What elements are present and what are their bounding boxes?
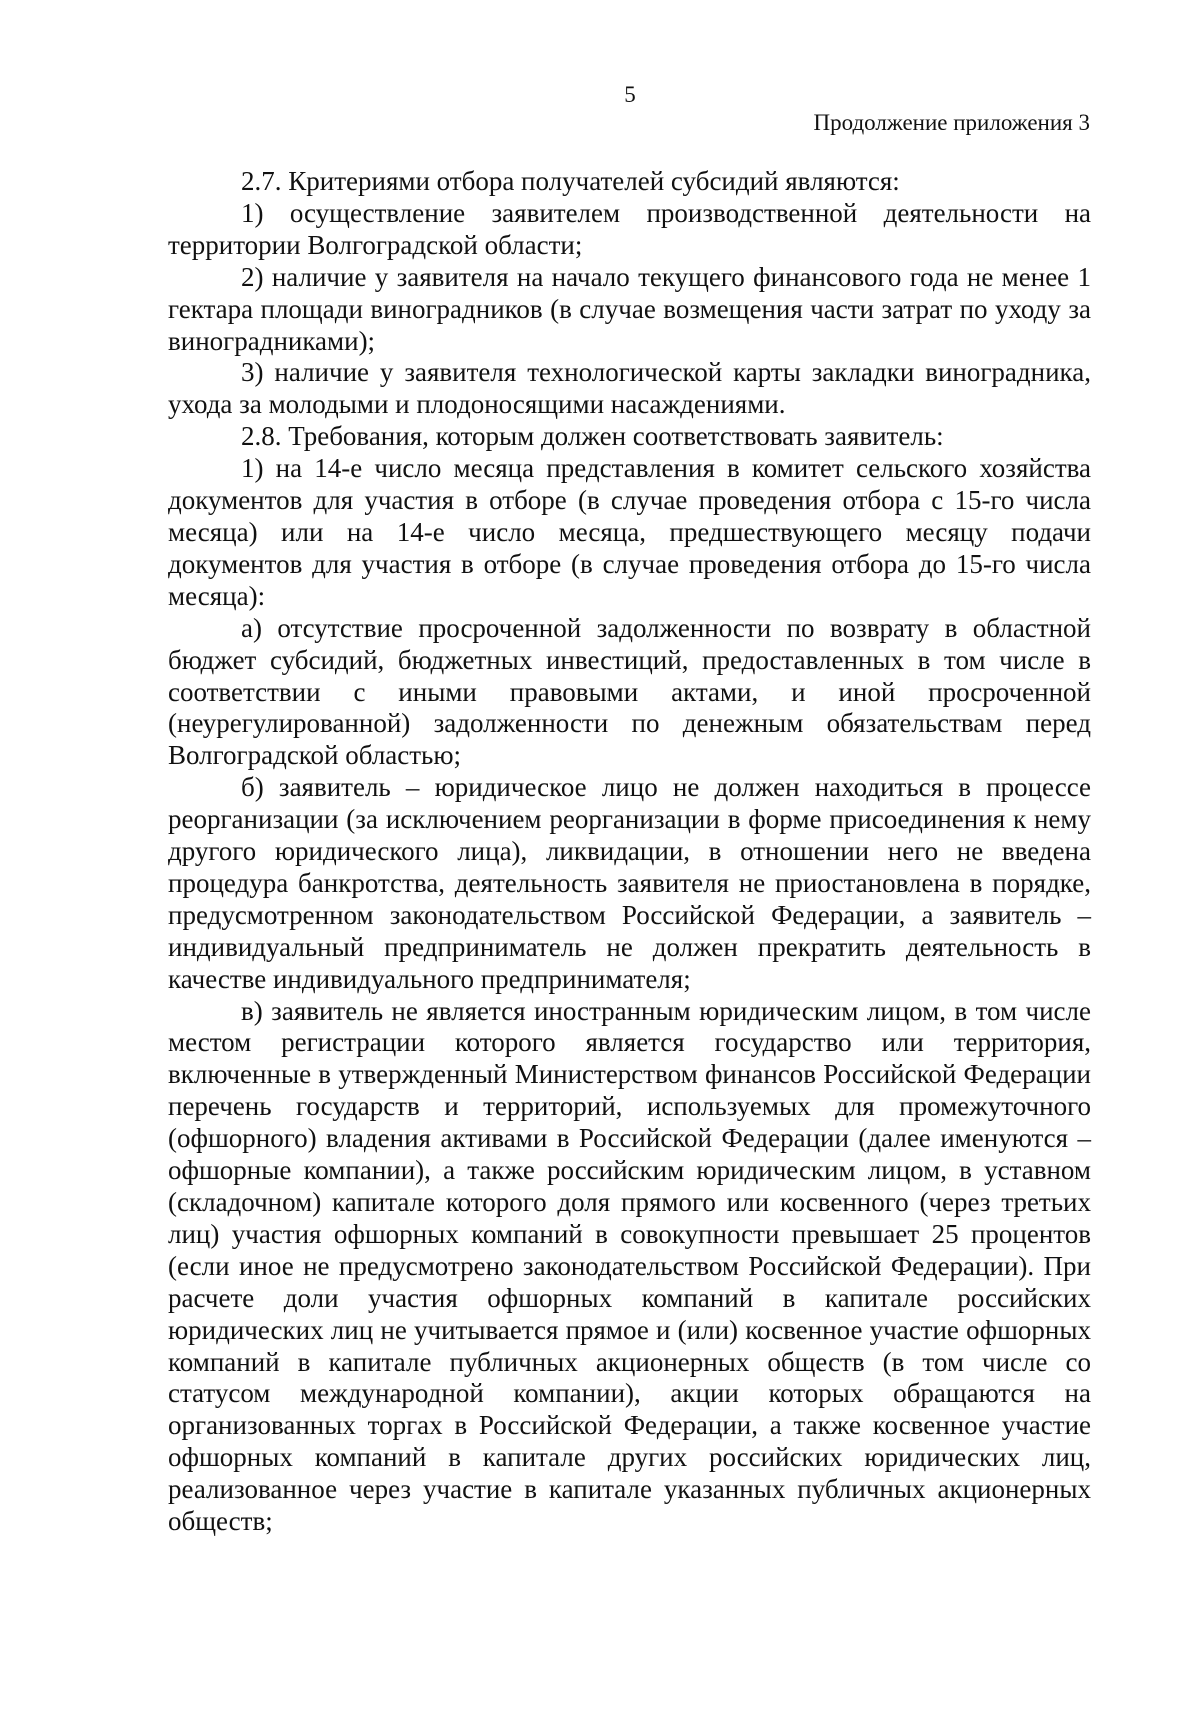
page-number: 5 — [624, 82, 636, 107]
paragraph-2-8-item-a: а) отсутствие просроченной задолженности по возврату в областной бюджет субсидий, бюджетных инвестиций, предоставленных в том числе в соответствии с иными правовыми актами, и иной просроченной (неурегулированной) задолженности по денежным обязательствам перед Волгоградской областью; — [168, 612, 1091, 771]
paragraph-2-7-item-3: 3) наличие у заявителя технологической карты закладки виноградника, ухода за молодыми и плодоносящими насаждениями. — [168, 357, 1091, 420]
paragraph-2-8-item-v: в) заявитель не является иностранным юридическим лицом, в том числе местом регистрации которого является государство или территория, включенные в утвержденный Министерством финансов Российской Федерации перечень государств и территорий, используемых для промежуточного (офшорного) владения активами в Российской Федерации (далее именуются – офшорные компании), а также российским юридическим лицом, в уставном (складочном) капитале которого доля прямого или косвенного (через третьих лиц) участия офшорных компаний в совокупности превышает 25 процентов (если иное не предусмотрено законодательством Российской Федерации). При расчете доли участия офшорных компаний в капитале российских юридических лиц не учитывается прямое и (или) косвенное участие офшорных компаний в капитале публичных акционерных обществ (в том числе со статусом международной компании), акции которых обращаются на организованных торгах в Российской Федерации, а также косвенное участие офшорных компаний в капитале других российских юридических лиц, реализованное через участие в капитале указанных публичных акционерных обществ; — [168, 995, 1091, 1537]
paragraph-2-8-item-b: б) заявитель – юридическое лицо не должен находиться в процессе реорганизации (за исключением реорганизации в форме присоединения к нему другого юридического лица), ликвидации, в отношении него не введена процедура банкротства, деятельность заявителя не приостановлена в порядке, предусмотренном законодательством Российской Федерации, а заявитель – индивидуальный предприниматель не должен прекратить деятельность в качестве индивидуального предпринимателя; — [168, 772, 1091, 994]
appendix-continuation-label: Продолжение приложения 3 — [813, 110, 1090, 135]
paragraph-2-7-item-2: 2) наличие у заявителя на начало текущего финансового года не менее 1 гектара площади виноградников (в случае возмещения части затрат по уходу за виноградниками); — [168, 261, 1091, 356]
paragraph-2-8-item-1: 1) на 14-е число месяца представления в комитет сельского хозяйства документов для участия в отборе (в случае проведения отбора с 15-го числа месяца) или на 14-е число месяца, предшествующего месяцу подачи документов для участия в отборе (в случае проведения отбора до 15-го числа месяца): — [168, 453, 1091, 611]
paragraph-2-8: 2.8. Требования, которым должен соответствовать заявитель: — [241, 421, 944, 452]
paragraph-2-7: 2.7. Критериями отбора получателей субсидий являются: — [241, 166, 900, 196]
document-body — [168, 166, 1091, 1538]
paragraph-2-7-item-1: 1) осуществление заявителем производственной деятельности на территории Волгоградской области; — [168, 197, 1091, 260]
